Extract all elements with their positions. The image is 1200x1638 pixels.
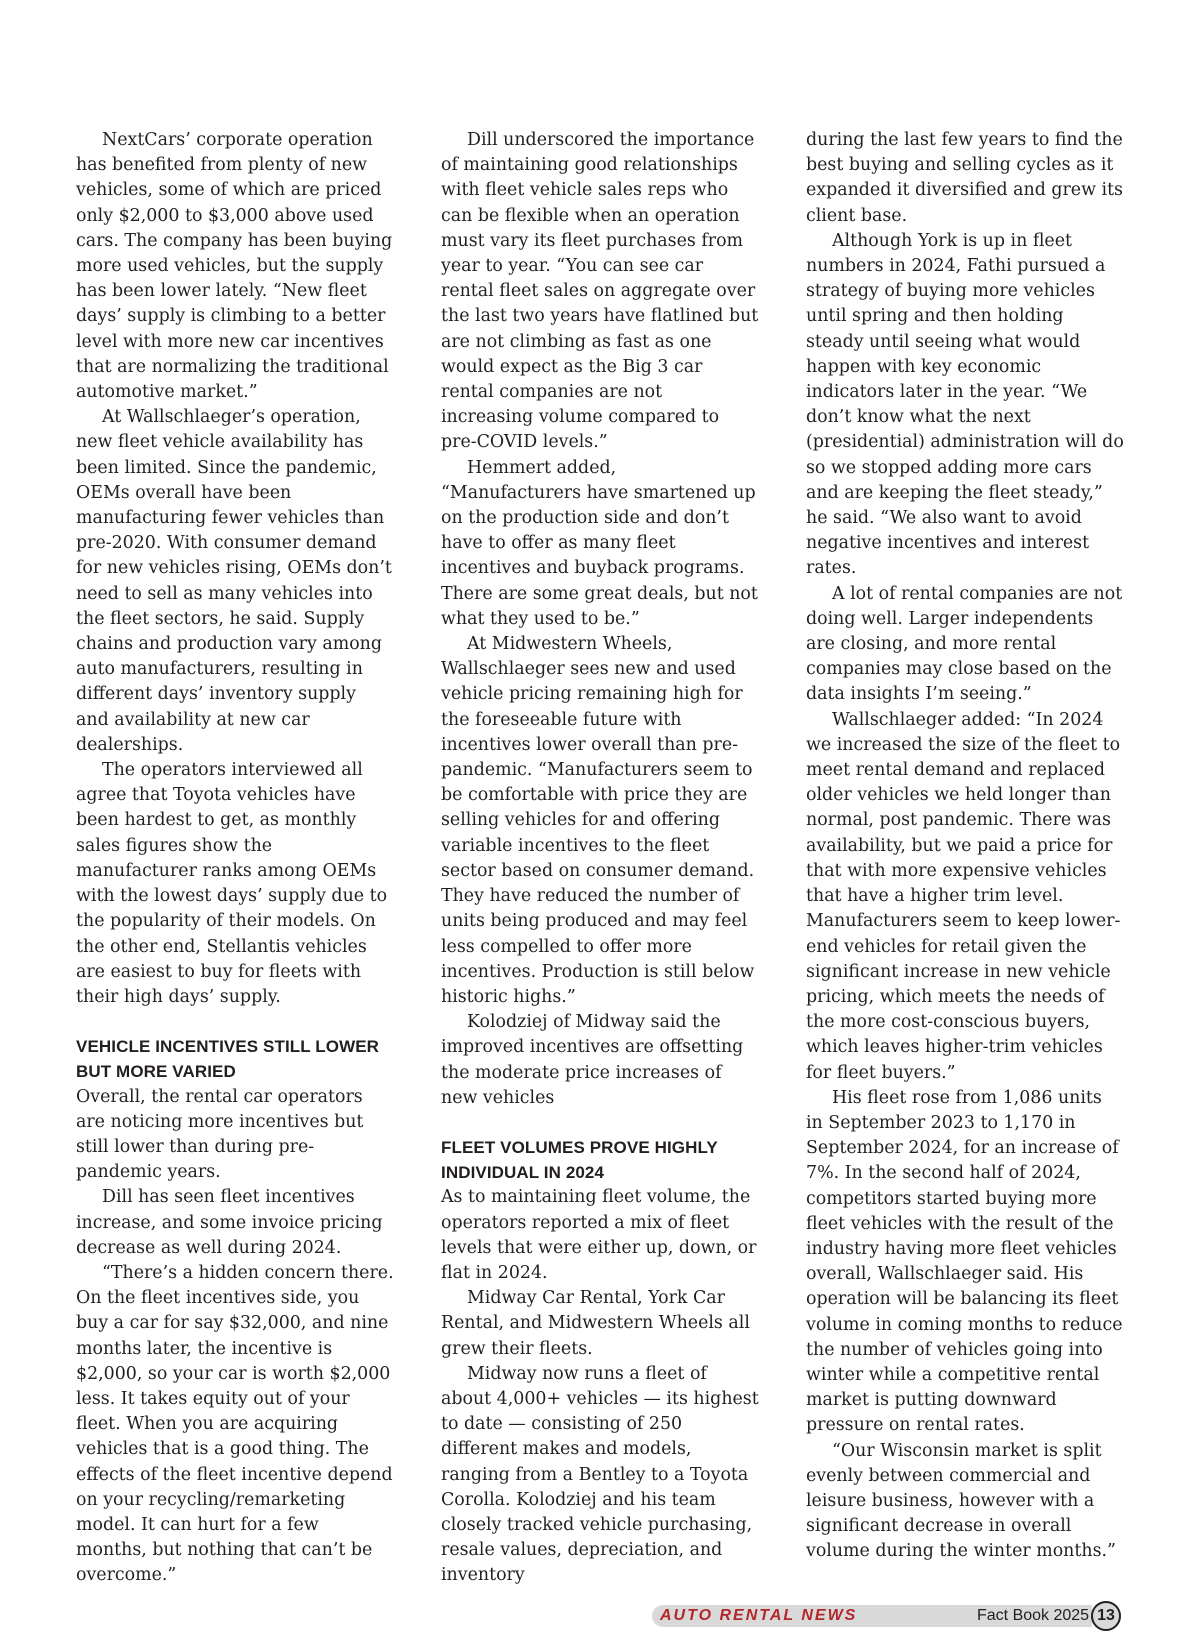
- paragraph: NextCars’ corporate operation has benefited from plenty of new vehicles, some of which are priced only $2,000 to $3,000 above used cars. The company has been buying more used vehicles, but the supply has been lower lately. “New fleet days’ supply is climbing to a better level with more new car incentives that are normalizing the traditional automotive market.”: [76, 130, 393, 403]
- page-number: 13: [1091, 1601, 1121, 1631]
- paragraph: The operators interviewed all agree that Toyota vehicles have been hardest to get, as monthly sales figures show the manufacturer ranks among OEMs with the lowest days’ supply due to the popularity of their models. On the other end, Stellantis vehicles are easiest to buy for fleets with their high days’ supply.: [76, 760, 388, 1007]
- text-column-2: [441, 128, 759, 1589]
- publication-name: AUTO RENTAL NEWS: [660, 1607, 858, 1624]
- paragraph: Kolodziej of Midway said the improved incentives are offsetting the moderate price increases of new vehicles: [441, 1012, 744, 1108]
- paragraph: His fleet rose from 1,086 units in September 2023 to 1,170 in September 2024, for an increase of 7%. In the second half of 2024, competitors started buying more fleet vehicles with the result of the industry having more fleet vehicles overall, Wallschlaeger said. His operation will be balancing its fleet volume in coming months to reduce the number of vehicles going into winter while a competitive rental market is putting downward pressure on rental rates.: [806, 1087, 1123, 1436]
- paragraph: At Wallschlaeger’s operation, new fleet vehicle availability has been limited. Since the pandemic, OEMs overall have been manufacturing fewer vehicles than pre-2020. With consumer demand for new vehicles rising, OEMs don’t need to sell as many vehicles into the fleet sectors, he said. Supply chains and production vary among auto manufacturers, resulting in different days’ inventory supply and availability at new car dealerships.: [76, 407, 392, 755]
- page-footer: [652, 1601, 1128, 1627]
- section-heading: FLEET VOLUMES PROVE HIGHLY INDIVIDUAL IN 2024: [441, 1137, 718, 1183]
- paragraph: Dill underscored the importance of maintaining good relationships with fleet vehicle sales reps who can be flexible when an operation must vary its fleet purchases from year to year. “You can see car rental fleet sales on aggregate over the last two years have flatlined but are not climbing as fast as one would expect as the Big 3 car rental companies are not increasing volume compared to pre-COVID levels.”: [441, 130, 759, 453]
- paragraph: during the last few years to find the best buying and selling cycles as it expanded it diversified and grew its client base.: [806, 130, 1123, 226]
- paragraph: “There’s a hidden concern there. On the fleet incentives side, you buy a car for say $32,000, and nine months later, the incentive is $2,000, so your car is worth $2,000 less. It takes equity out of your fleet. When you are acquiring vehicles that is a good thing. The effects of the fleet incentive depend on your recycling/remarketing model. It can hurt for a few months, but nothing that can’t be overcome.”: [76, 1262, 394, 1586]
- section-heading: VEHICLE INCENTIVES STILL LOWER BUT MORE VARIED: [76, 1037, 380, 1082]
- paragraph: Overall, the rental car operators are noticing more incentives but still lower than during pre-pandemic years.: [76, 1086, 364, 1183]
- paragraph: As to maintaining fleet volume, the operators reported a mix of fleet levels that were either up, down, or flat in 2024.: [441, 1187, 757, 1283]
- paragraph: “Our Wisconsin market is split evenly between commercial and leisure business, however with a significant decrease in overall volume during the winter months.”: [806, 1440, 1116, 1562]
- paragraph: Dill has seen fleet incentives increase, and some invoice pricing decrease as well during 2024.: [76, 1187, 383, 1258]
- paragraph: Wallschlaeger added: “In 2024 we increased the size of the fleet to meet rental demand and replaced older vehicles we held longer than normal, post pandemic. There was availability, but we paid a price for that with more expensive vehicles that have a higher trim level. Manufacturers seem to keep lower-end vehicles for retail given the significant increase in new vehicle pricing, which meets the needs of the more cost-conscious buyers, which leaves higher-trim vehicles for fleet buyers.”: [806, 709, 1121, 1083]
- paragraph: Midway now runs a fleet of about 4,000+ vehicles — its highest to date — consisting of 250 different makes and models, ranging from a Bentley to a Toyota Corolla. Kolodziej and his team closely tracked vehicle purchasing, resale values, depreciation, and inventory: [441, 1363, 759, 1586]
- paragraph: At Midwestern Wheels, Wallschlaeger sees new and used vehicle pricing remaining high for the foreseeable future with incentives lower overall than pre-pandemic. “Manufacturers seem to be comfortable with price they are selling vehicles for and offering variable incentives to the fleet sector based on consumer demand. They have reduced the number of units being produced and may feel less compelled to offer more incentives. Production is still below historic highs.”: [441, 634, 755, 1007]
- issue-title: Fact Book 2025: [977, 1607, 1090, 1624]
- paragraph: Hemmert added, “Manufacturers have smartened up on the production side and don’t have to offer as many fleet incentives and buyback programs. There are some great deals, but not what they used to be.”: [441, 457, 758, 629]
- paragraph: A lot of rental companies are not doing well. Larger independents are closing, and more rental companies may close based on the data insights I’m seeing.”: [806, 583, 1123, 705]
- text-column-1: [76, 128, 394, 1589]
- paragraph: Although York is up in fleet numbers in 2024, Fathi pursued a strategy of buying more vehicles until spring and then holding steady until seeing what would happen with key economic indicators later in the year. “We don’t know what the next (presidential) administration will do so we stopped adding more cars and are keeping the fleet steady,” he said. “We also want to avoid negative incentives and interest rates.: [806, 230, 1124, 579]
- text-column-3: [806, 128, 1124, 1565]
- paragraph: Midway Car Rental, York Car Rental, and Midwestern Wheels all grew their fleets.: [441, 1288, 750, 1359]
